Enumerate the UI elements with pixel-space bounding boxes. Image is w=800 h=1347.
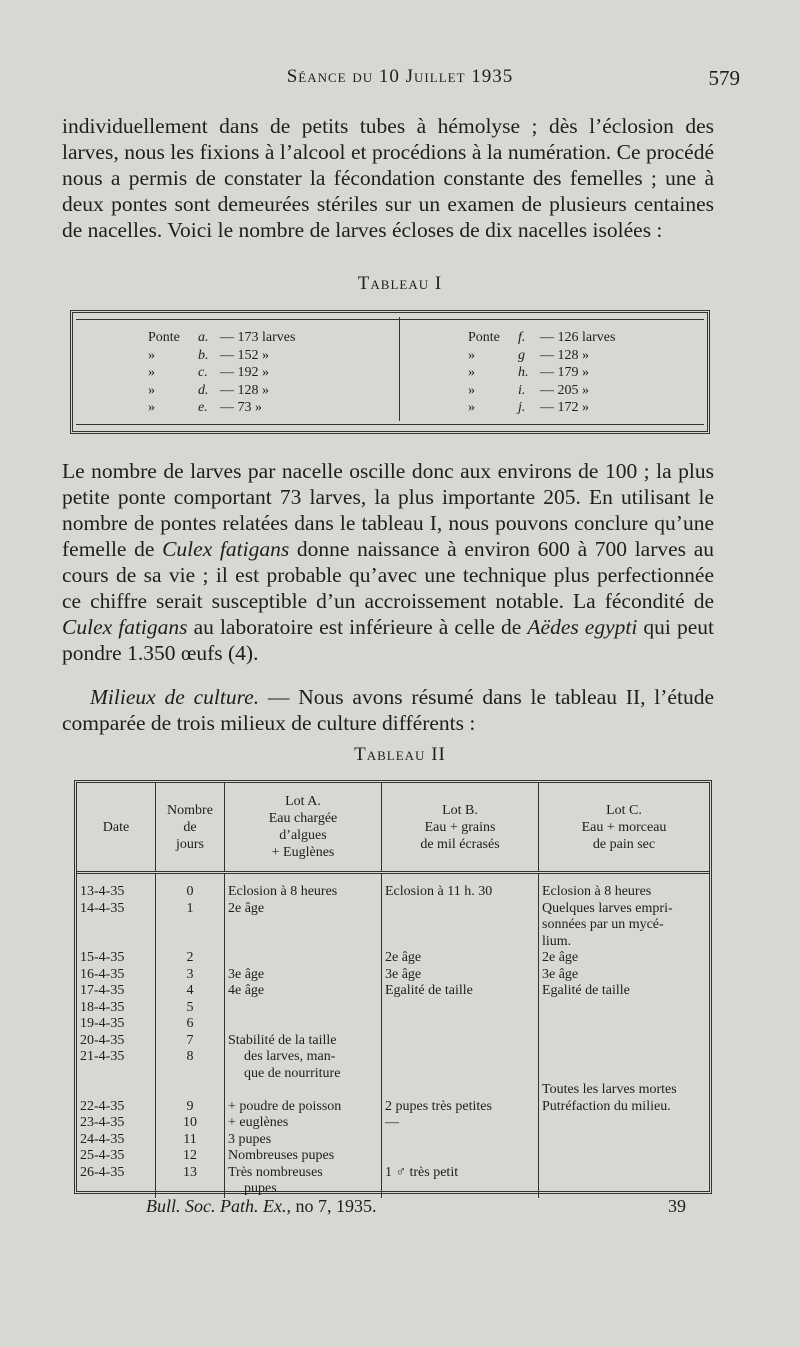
cell-line: lium. [542,933,572,949]
cell-line: 3e âge [542,966,579,982]
cell-line: 13 [183,1164,197,1180]
table2-grid [77,783,709,1198]
cell-line: 2e âge [385,950,422,965]
cell-line: 26-4-35 [80,1164,125,1180]
cell-line: 3 pupes [228,1131,272,1147]
cell-line: Eclosion à 11 h. 30 [385,884,493,899]
signature-mark: 39 [668,1196,686,1216]
species-name: Culex fatigans [162,537,290,561]
cell-line: 1 [186,900,194,916]
cell-line: Nombreuses pupes [228,1148,335,1163]
cell-line: 25-4-35 [80,1148,125,1163]
cell-line [542,1115,706,1132]
cell-line: 22-4-35 [80,1098,125,1114]
cell-line [542,1033,706,1050]
cell-line: 9 [186,1098,194,1114]
cell-line: 20-4-35 [80,1032,125,1048]
cell-line: Egalité de taille [385,983,473,998]
cell-line [385,934,535,951]
cell-line [385,901,535,918]
cell-line [228,950,378,967]
cell-line [80,1181,152,1198]
cell-line: 3 [186,966,194,982]
cell-line: Eclosion à 8 heures [228,884,338,899]
cell-line: 7 [186,1032,194,1048]
cell-line [385,1033,535,1050]
cell-line: sonnées par un mycé- [542,917,664,932]
cell-line: 23-4-35 [80,1115,125,1130]
cell-line: Très nombreuses [228,1164,323,1180]
cell-line [80,1082,152,1099]
cell-line: 17-4-35 [80,983,125,998]
column-days [156,873,225,1198]
cell-line [80,917,152,934]
column-lot-a [225,873,382,1198]
cell-line [385,1082,535,1099]
cell-line [385,1148,535,1165]
table1-row: » b. — 152 » [148,347,269,363]
cell-line: 24-4-35 [80,1131,125,1147]
cell-line [228,934,378,951]
table1 [70,310,710,434]
column-lot-c [539,873,710,1198]
cell-line: 18-4-35 [80,999,125,1015]
cell-line [542,1066,706,1083]
page-number: 579 [708,66,740,90]
paragraph-milieux: Milieux de culture. — Nous avons résumé dans le tableau II, l’étude comparée de trois milieux de culture différents : [62,685,714,735]
cell-line [542,1049,706,1066]
cell-line: des larves, man- [244,1049,336,1064]
table1-right-column [468,329,615,417]
cell-line [542,1016,706,1033]
cell-line [228,1082,378,1099]
cell-line: 10 [183,1115,197,1130]
cell-line: — [385,1115,399,1130]
cell-line [228,1000,378,1017]
journal-reference: Bull. Soc. Path. Ex., no 7, 1935. [146,1196,377,1216]
cell-line: 3e âge [385,966,422,982]
cell-line [542,1148,706,1165]
cell-line: Toutes les larves mortes [542,1082,677,1097]
table2 [74,780,712,1194]
table1-row: » g — 128 » [468,347,589,363]
column-lot-b [382,873,539,1198]
paragraph-intro: individuellement dans de petits tubes à hémolyse ; dès l’éclosion des larves, nous les fixions à l’alcool et procédions à la numération. Ce procédé nous a permis de constater la fécondation constante des femelles ; une à deux pontes sont demeurées stériles sur un examen de plusieurs centaines de nacelles. Voici le nombre de larves écloses de dix nacelles isolées : [62,114,714,242]
table2-caption: Tableau II [354,744,446,765]
running-title: Séance du 10 Juillet 1935 [286,66,514,87]
cell-line [159,934,221,951]
cell-line: pupes [244,1181,277,1196]
cell-line: 15-4-35 [80,950,125,965]
cell-line [159,917,221,934]
header-days: Nombre de jours [156,783,225,873]
table1-caption: Tableau I [357,273,443,294]
cell-line [385,1132,535,1149]
cell-line [159,1066,221,1083]
cell-line: Putréfaction du milieu. [542,1098,671,1114]
table1-row: » h. — 179 » [468,365,589,380]
cell-line: 2e âge [542,950,579,965]
cell-line: 2 [186,950,194,965]
cell-line: 21-4-35 [80,1049,125,1064]
table1-row: » c. — 192 » [148,365,269,380]
table1-row: Ponte a. — 173 larves [148,330,296,345]
header-lot-b: Lot B. Eau + grains de mil écrasés [382,783,539,873]
cell-line: + euglènes [228,1115,289,1130]
paragraph-results: Le nombre de larves par nacelle oscille donc aux environs de 100 ; la plus petite ponte comportant 73 larves, la plus importante 205. En utilisant le nombre de pontes relatées dans le tableau I, nous pouvons conclure qu’une femelle de Culex fatigans donne naissance à environ 600 à 700 larves au cours de sa vie ; il est probable qu’avec une technique plus perfectionnée ce chiffre serait susceptible d’un accroissement notable. La fécondité de Culex fatigans au laboratoire est inférieure à celle de Aëdes egypti qui peut pondre 1.350 œufs (4). [62,459,715,665]
cell-line: 16-4-35 [80,966,125,982]
header-lot-a: Lot A. Eau chargée d’algues + Euglènes [225,783,382,873]
cell-line: Stabilité de la taille [228,1032,337,1048]
cell-line: 2 pupes très petites [385,1098,492,1114]
cell-line [385,1066,535,1083]
header-date: Date [77,783,156,873]
table1-left-column [148,329,295,417]
cell-line [385,1049,535,1066]
table1-column-divider [399,317,400,421]
cell-line: 5 [186,999,194,1015]
cell-line: 14-4-35 [80,900,125,916]
species-name: Aëdes egypti [527,615,638,639]
running-header [60,66,740,96]
table1-row: » e. — 73 » [148,400,262,415]
cell-line: 12 [183,1148,197,1163]
cell-line: 13-4-35 [80,884,125,899]
page-footer [146,1196,686,1222]
cell-line: 11 [183,1131,197,1147]
column-dates [77,873,156,1198]
cell-line: 0 [186,884,194,899]
cell-line: 6 [186,1016,194,1031]
cell-line: + poudre de poisson [228,1098,342,1114]
cell-line [385,1000,535,1017]
cell-line: 8 [186,1049,194,1064]
table1-row: » i. — 205 » [468,382,589,398]
cell-line: 4 [186,983,194,998]
cell-line [542,1000,706,1017]
cell-line [385,917,535,934]
cell-line [80,1066,152,1083]
cell-line [159,1082,221,1099]
cell-line [542,1165,706,1182]
cell-line: 4e âge [228,983,265,998]
cell-line [228,1016,378,1033]
cell-line: 1 ♂ très petit [385,1164,459,1180]
cell-line: 2e âge [228,900,265,916]
table1-row: Ponte f. — 126 larves [468,330,616,345]
cell-line: Eclosion à 8 heures [542,884,652,899]
cell-line: que de nourriture [244,1065,341,1081]
table1-row: » d. — 128 » [148,382,269,398]
header-lot-c: Lot C. Eau + morceau de pain sec [539,783,710,873]
cell-line: Quelques larves empri- [542,900,673,916]
section-heading: Milieux de culture. [90,685,260,709]
cell-line: 19-4-35 [80,1016,125,1031]
cell-line: Egalité de taille [542,983,630,998]
cell-line [80,934,152,951]
species-name: Culex fatigans [62,615,188,639]
cell-line [228,917,378,934]
table1-row: » j. — 172 » [468,400,589,415]
cell-line [385,1016,535,1033]
cell-line [542,1132,706,1149]
cell-line: 3e âge [228,966,265,982]
